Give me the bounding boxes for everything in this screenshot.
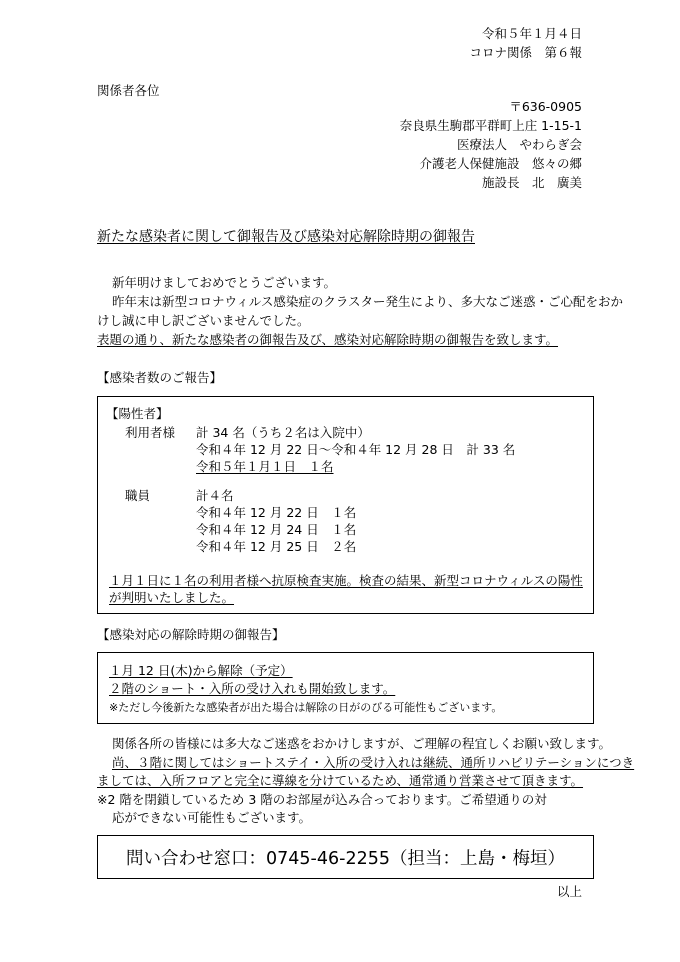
users-label: 利用者様 (125, 425, 176, 440)
document-title: 新たな感染者に関して御報告及び感染対応解除時期の御報告 (97, 229, 475, 245)
section2-heading: 【感染対応の解除時期の御報告】 (97, 627, 285, 642)
sender-address: 奈良県生駒郡平群町上庄 1-15-1 (399, 118, 582, 133)
intro-apology-line1: 昨年末は新型コロナウィルス感染症のクラスター発生により、多大なご迷惑・ご心配をおか (112, 294, 624, 309)
section1-heading: 【感染者数のご報告】 (97, 370, 223, 385)
closing-line2: 尚、３階に関してはショートステイ・入所の受け入れは継続、通所リハビリテーションにつき (112, 755, 635, 770)
intro-apology-line2: けし誠に申し訳ございませんでした。 (97, 313, 310, 328)
intro-greeting: 新年明けましておめでとうございます。 (112, 275, 337, 290)
document-date: 令和５年１月４日 (481, 26, 582, 41)
closing-note-line2: 応ができない可能性もございます。 (112, 810, 312, 825)
release-date: １月 12 日(木)から解除（予定） (109, 663, 293, 678)
staff-total: 計４名 (196, 488, 234, 503)
antigen-note-line2: が判明いたしました。 (109, 590, 235, 605)
recipient: 関係者各位 (97, 83, 160, 98)
release-caveat: ※ただし今後新たな感染者が出た場合は解除の日がのびる可能性もございます。 (109, 701, 503, 714)
contact-info: 問い合わせ窓口：0745-46-2255（担当：上島・梅垣） (126, 848, 565, 869)
sender-facility: 介護老人保健施設 悠々の郷 (419, 156, 582, 171)
intro-purpose: 表題の通り、新たな感染者の御報告及び、感染対応解除時期の御報告を致します。 (97, 332, 559, 347)
closing-line3: ましては、入所フロアと完全に導線を分けているため、通常通り営業させて頂きます。 (97, 773, 584, 788)
staff-label: 職員 (125, 488, 151, 503)
antigen-note-line1: １月１日に１名の利用者様へ抗原検査実施。検査の結果、新型コロナウィルスの陽性 (109, 573, 583, 588)
sender-director: 施設長 北 廣美 (481, 175, 582, 190)
postal-code: 〒636-0905 (509, 99, 582, 114)
sender-corporation: 医療法人 やわらぎ会 (456, 137, 582, 152)
closing-note-line1: ※2 階を閉鎖しているため 3 階のお部屋が込み合っております。ご希望通りの対 (97, 792, 547, 807)
contact-box (97, 835, 594, 879)
staff-detail-3: 令和４年 12 月 25 日 ２名 (196, 539, 357, 554)
staff-detail-2: 令和４年 12 月 24 日 １名 (196, 522, 357, 537)
release-info-box (97, 652, 594, 724)
document-end: 以上 (557, 884, 583, 899)
positive-label: 【陽性者】 (106, 406, 169, 421)
users-detail-2: 令和５年１月１日 １名 (196, 459, 334, 474)
infection-count-box (97, 396, 594, 614)
users-total: 計 34 名（うち２名は入院中） (196, 425, 370, 440)
document-reference: コロナ関係 第６報 (469, 45, 582, 60)
closing-line1: 関係各所の皆様には多大なご迷惑をおかけしますが、ご理解の程宜しくお願い致します。 (112, 736, 612, 751)
users-detail-1: 令和４年 12 月 22 日～令和４年 12 月 28 日 計 33 名 (196, 442, 516, 457)
release-admission: ２階のショート・入所の受け入れも開始致します。 (109, 681, 396, 696)
staff-detail-1: 令和４年 12 月 22 日 １名 (196, 505, 357, 520)
